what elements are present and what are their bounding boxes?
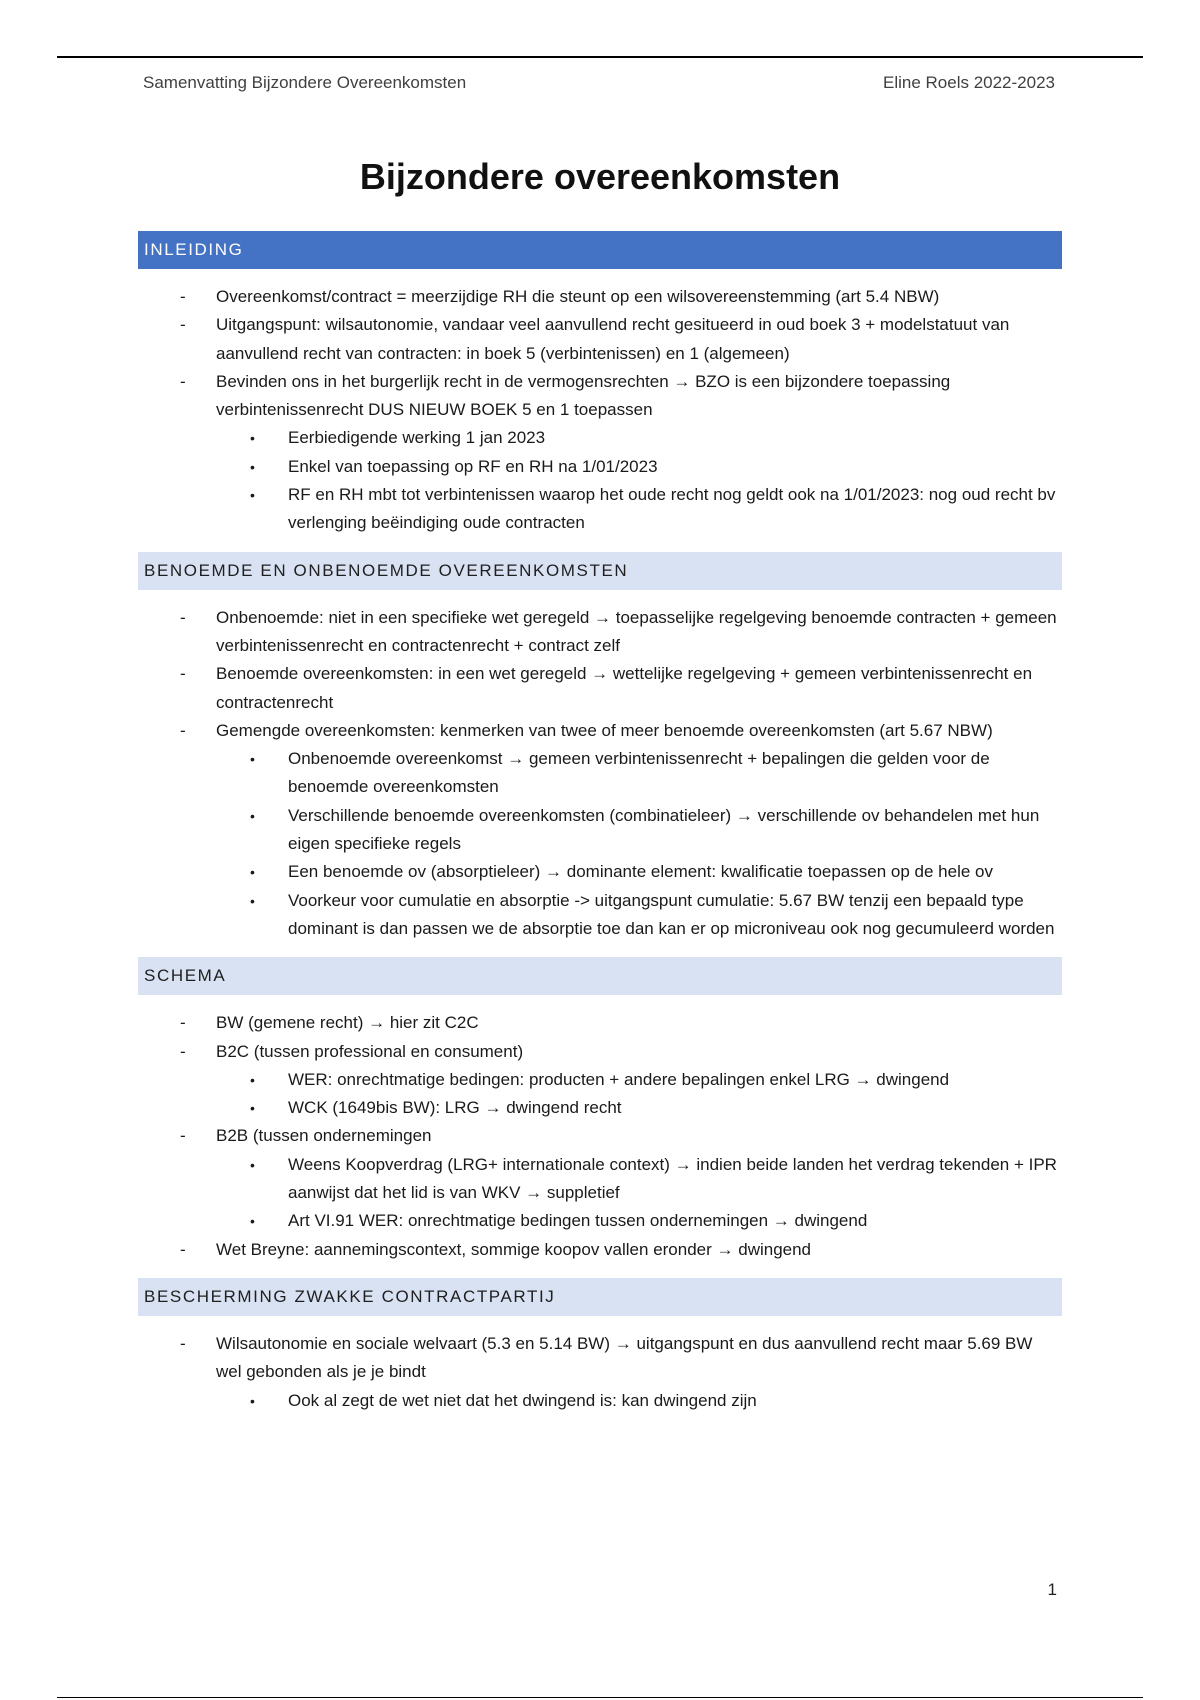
bullet-icon: •: [250, 807, 255, 824]
sub-list-item: [138, 745, 1062, 802]
sub-list-item: [138, 887, 1062, 944]
dash-marker: -: [180, 1013, 186, 1033]
list-item: [138, 604, 1062, 661]
list-item-text: B2B (tussen ondernemingen: [216, 1126, 432, 1146]
bullet-icon: •: [250, 1156, 255, 1173]
bullet-icon: •: [250, 487, 255, 504]
bullet-icon: •: [250, 430, 255, 447]
list-item: [138, 368, 1062, 538]
list-item-text: Wet Breyne: aannemingscontext, sommige koopov vallen eronder → dwingend: [216, 1239, 812, 1259]
section-benoemde-en-onbenoemde-overeenkomsten: [138, 552, 1062, 944]
list-item-text: Onbenoemde: niet in een specifieke wet geregeld → toepasselijke regelgeving benoemde contracten + gemeen verbintenissenrecht en contractenrecht + contract zelf: [216, 607, 1057, 655]
header-rule: [57, 56, 1143, 58]
list-item-text: B2C (tussen professional en consument): [216, 1041, 524, 1061]
footer-rule: [57, 1697, 1143, 1698]
sub-list-item-text: RF en RH mbt tot verbintenissen waarop het oude recht nog geldt ook na 1/01/2023: nog oud recht bv verlenging beëindiging oude contracten: [288, 485, 1056, 533]
bullet-icon: •: [250, 1213, 255, 1230]
dash-marker: -: [180, 287, 186, 306]
sub-list-item: [138, 802, 1062, 859]
section-heading: BENOEMDE EN ONBENOEMDE OVEREENKOMSTEN: [138, 552, 1062, 590]
sub-list-item: [138, 1094, 1062, 1122]
sub-list-item-text: WER: onrechtmatige bedingen: producten + andere bepalingen enkel LRG → dwingend: [288, 1069, 950, 1089]
sub-list-item-text: WCK (1649bis BW): LRG → dwingend recht: [288, 1098, 622, 1118]
list-item-text: Gemengde overeenkomsten: kenmerken van twee of meer benoemde overeenkomsten (art 5.67 NBW): [216, 720, 993, 740]
list-item: [138, 1236, 1062, 1264]
list-item: [138, 1122, 1062, 1235]
sub-list-item-text: Enkel van toepassing op RF en RH na 1/01/2023: [288, 456, 658, 476]
sub-list-item: [138, 1066, 1062, 1094]
dash-marker: -: [180, 1041, 186, 1061]
list-item: [138, 717, 1062, 943]
bullet-list: [216, 745, 1062, 943]
bullet-icon: •: [250, 1071, 255, 1088]
list-item-text: Benoemde overeenkomsten: in een wet geregeld → wettelijke regelgeving + gemeen verbintenissenrecht en contractenrecht: [216, 664, 1033, 712]
dash-marker: -: [180, 315, 186, 335]
sub-list-item-text: Voorkeur voor cumulatie en absorptie -> uitgangspunt cumulatie: 5.67 BW tenzij een bepaald type dominant is dan passen we de absorptie toe dan kan er op microniveau ook nog gecumuleerd worden: [288, 890, 1055, 938]
sub-list-item: [138, 858, 1062, 886]
sub-list-item-text: Weens Koopverdrag (LRG+ internationale context) → indien beide landen het verdrag tekenden + IPR aanwijst dat het lid is van WKV → suppletief: [288, 1154, 1057, 1203]
page-number: 1: [1047, 1580, 1057, 1599]
list-item: [138, 1038, 1062, 1123]
list-item-text: Uitgangspunt: wilsautonomie, vandaar veel aanvullend recht gesitueerd in oud boek 3 + modelstatuut van aanvullend recht van contracten: in boek 5 (verbintenissen) en 1 (algemeen): [216, 315, 1010, 363]
dash-marker: -: [180, 607, 186, 627]
bullet-icon: •: [250, 892, 255, 909]
bullet-list: [216, 1151, 1062, 1236]
list-item-text: Overeenkomst/contract = meerzijdige RH die steunt op een wilsovereenstemming (art 5.4 NBW): [216, 287, 940, 306]
dash-marker: -: [180, 1333, 186, 1353]
dash-list: [138, 1330, 1062, 1415]
section-heading: SCHEMA: [138, 957, 1062, 995]
list-item: [138, 283, 1062, 311]
dash-marker: -: [180, 371, 186, 391]
dash-list: [138, 283, 1062, 538]
dash-marker: -: [180, 720, 186, 740]
running-header-title: Samenvatting Bijzondere Overeenkomsten: [143, 73, 467, 92]
list-item: [138, 660, 1062, 717]
list-item-text: Wilsautonomie en sociale welvaart (5.3 en 5.14 BW) → uitgangspunt en dus aanvullend recht maar 5.69 BW wel gebonden als je je bindt: [216, 1333, 1033, 1382]
bullet-icon: •: [250, 864, 255, 881]
dash-marker: -: [180, 664, 186, 684]
bullet-list: [216, 424, 1062, 537]
list-item: [138, 311, 1062, 368]
dash-list: [138, 604, 1062, 944]
bullet-icon: •: [250, 1392, 255, 1409]
sub-list-item: [138, 481, 1062, 538]
section-heading: BESCHERMING ZWAKKE CONTRACTPARTIJ: [138, 1278, 1062, 1316]
sub-list-item: [138, 424, 1062, 452]
sub-list-item-text: Ook al zegt de wet niet dat het dwingend is: kan dwingend zijn: [288, 1390, 757, 1410]
bullet-icon: •: [250, 1100, 255, 1117]
list-item-text: BW (gemene recht) → hier zit C2C: [216, 1013, 479, 1033]
dash-list: [138, 1009, 1062, 1264]
sub-list-item-text: Onbenoemde overeenkomst → gemeen verbintenissenrecht + bepalingen die gelden voor de benoemde overeenkomsten: [288, 749, 990, 797]
bullet-list: [216, 1066, 1062, 1123]
list-item-text: Bevinden ons in het burgerlijk recht in de vermogensrechten → BZO is een bijzondere toepassing verbintenissenrecht DUS NIEUW BOEK 5 en 1 toepassen: [216, 371, 951, 420]
page-title: Bijzondere overeenkomsten: [359, 156, 841, 197]
list-item: [138, 1330, 1062, 1415]
sub-list-item-text: Een benoemde ov (absorptieleer) → dominante element: kwalificatie toepassen op de hele ov: [288, 862, 993, 882]
section-inleiding: [138, 231, 1062, 538]
section-heading: INLEIDING: [138, 231, 1062, 269]
sub-list-item: [138, 453, 1062, 481]
dash-marker: -: [180, 1239, 186, 1259]
sub-list-item-text: Eerbiedigende werking 1 jan 2023: [288, 428, 546, 448]
sub-list-item-text: Verschillende benoemde overeenkomsten (combinatieleer) → verschillende ov behandelen met hun eigen specifieke regels: [288, 805, 1040, 854]
sub-list-item: [138, 1387, 1062, 1415]
running-header-author: Eline Roels 2022-2023: [882, 73, 1055, 92]
bullet-icon: •: [250, 458, 255, 475]
bullet-list: [216, 1387, 1062, 1415]
bullet-icon: •: [250, 751, 255, 768]
list-item: [138, 1009, 1062, 1037]
section-bescherming-zwakke-contractpartij: [138, 1278, 1062, 1415]
document-body: [138, 231, 1062, 1429]
dash-marker: -: [180, 1126, 186, 1146]
sub-list-item: [138, 1151, 1062, 1208]
section-schema: [138, 957, 1062, 1264]
sub-list-item: [138, 1207, 1062, 1235]
sub-list-item-text: Art VI.91 WER: onrechtmatige bedingen tussen ondernemingen → dwingend: [288, 1211, 868, 1231]
